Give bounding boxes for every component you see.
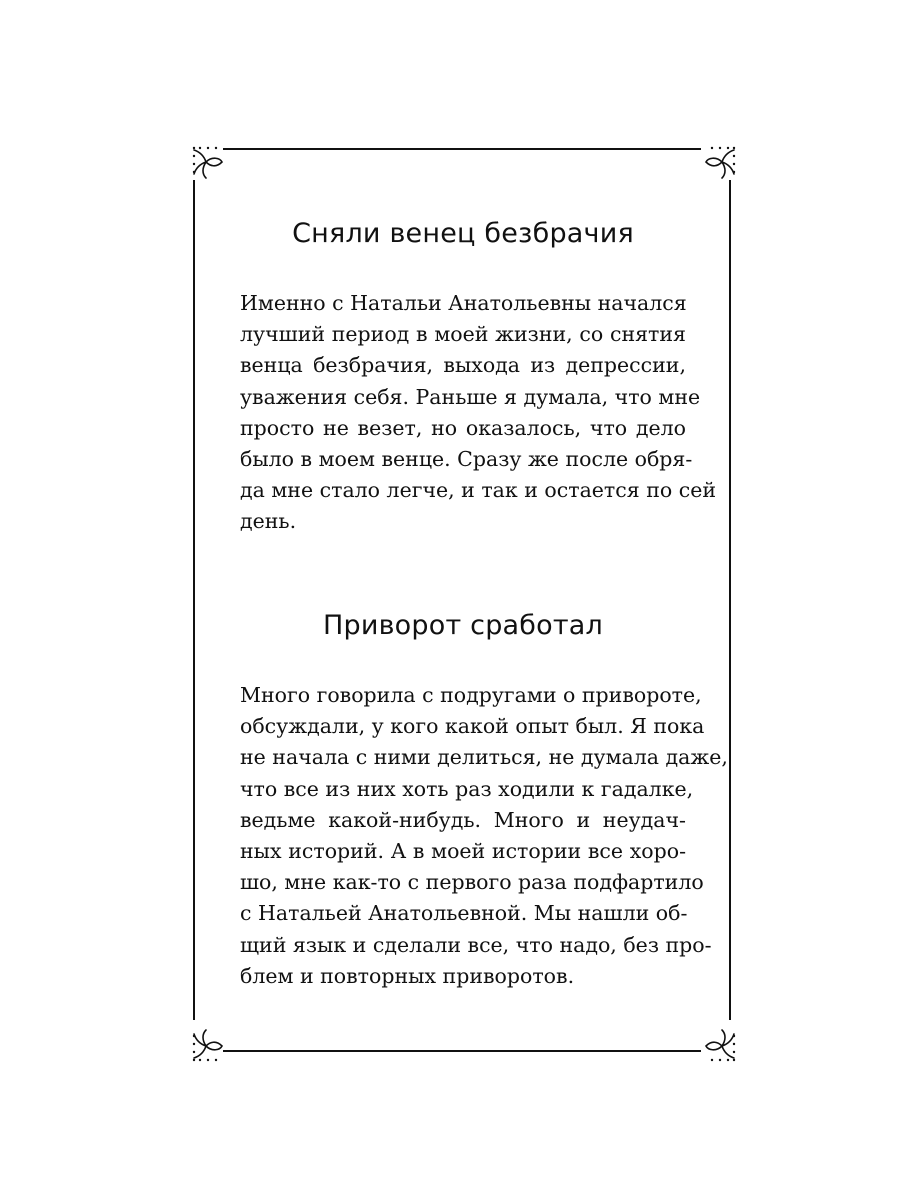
frame-bottom-border [223, 1050, 701, 1052]
section-1-line: венца безбрачия, выхода из депрессии, [240, 353, 686, 378]
section-1-line: лучший период в моей жизни, со снятия [240, 322, 686, 347]
corner-ornament-bottom-left-icon [186, 1020, 232, 1066]
testimonial-section-2 [240, 606, 728, 992]
section-1-line: да мне стало легче, и так и остается по сей [240, 478, 716, 503]
testimonial-section-1 [240, 214, 716, 538]
frame-left-border [193, 180, 195, 1020]
section-1-line: было в моем венце. Сразу же после обря- [240, 447, 693, 472]
section-2-line: что все из них хоть раз ходили к гадалке, [240, 776, 694, 801]
section-2-line: щий язык и сделали все, что надо, без про- [240, 932, 712, 957]
section-2-line: блем и повторных приворотов. [240, 963, 575, 988]
section-1-line: уважения себя. Раньше я думала, что мне [240, 384, 701, 409]
frame-right-border [729, 180, 731, 1020]
section-2-line: шо, мне как-то с первого раза подфартило [240, 870, 704, 895]
corner-ornament-top-left-icon [186, 142, 232, 188]
section-2-line: обсуждали, у кого какой опыт был. Я пока [240, 714, 705, 739]
section-2-paragraph [240, 680, 728, 992]
section-1-line: просто не везет, но оказалось, что дело [240, 415, 686, 440]
section-1-paragraph [240, 288, 716, 538]
section-1-heading: Сняли венец безбрачия [292, 218, 634, 249]
section-1-line: день. [240, 509, 297, 534]
section-1-line: Именно с Натальи Анатольевны начался [240, 291, 687, 315]
section-2-line: с Натальей Анатольевной. Мы нашли об- [240, 901, 688, 926]
section-2-line: не начала с ними делиться, не думала даже, [240, 745, 728, 770]
section-2-line: Много говорила с подругами о привороте, [240, 683, 702, 707]
corner-ornament-top-right-icon [696, 142, 742, 188]
section-2-line: ных историй. А в моей истории все хоро- [240, 839, 686, 864]
section-2-line: ведьме какой-нибудь. Много и неудач- [240, 807, 686, 832]
section-2-heading: Приворот сработал [322, 610, 604, 641]
frame-top-border [223, 148, 701, 150]
corner-ornament-bottom-right-icon [696, 1020, 742, 1066]
